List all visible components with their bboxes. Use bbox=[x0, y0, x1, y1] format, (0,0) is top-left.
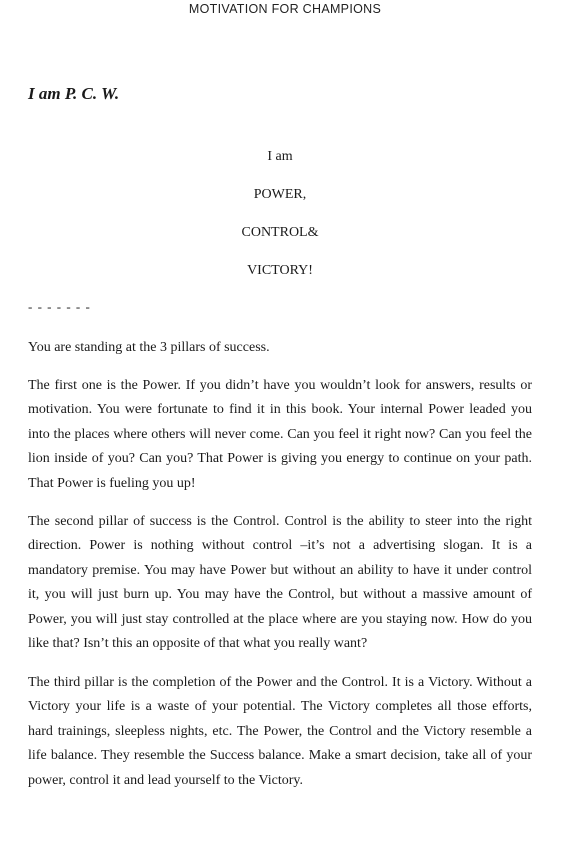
centered-line-victory: VICTORY! bbox=[247, 263, 313, 278]
paragraph-power: The first one is the Power. If you didn’t have you wouldn’t look for answers, results or motivation. You were fortunate to find it in this book. Your internal Power leaded you into the places where others will never come. Can you feel it right now? Can you feel the lion inside of you? Can you? That Power is giving you energy to continue on your path. That Power is fueling you up! bbox=[28, 378, 532, 491]
centered-line-i-am: I am bbox=[267, 149, 293, 164]
section-separator: - - - - - - - bbox=[28, 299, 91, 314]
paragraph-control: The second pillar of success is the Control. Control is the ability to steer into the right direction. Power is nothing without control –it’s not a advertising slogan. It is a mandatory premise. You may have Power but without an ability to have it under control it, you will just burn up. You may have the Control, but without a massive amount of Power, you will just stay controlled at the place where are you staying now. How do you like that? Isn’t this an opposite of that what you really want? bbox=[28, 514, 532, 652]
running-header: MOTIVATION FOR CHAMPIONS bbox=[188, 2, 382, 16]
paragraph-victory: The third pillar is the completion of the Power and the Control. It is a Victory. Without a Victory your life is a waste of your potential. The Victory completes all those efforts, hard trainings, sleepless nights, etc. The Power, the Control and the Victory resemble a life balance. They resemble the Success balance. Make a smart decision, take all of your power, control it and lead yourself to the Victory. bbox=[28, 675, 532, 788]
centered-line-power: POWER, bbox=[253, 187, 307, 202]
chapter-title: I am P. C. W. bbox=[28, 84, 120, 103]
centered-line-control: CONTROL& bbox=[241, 225, 319, 240]
paragraph-intro: You are standing at the 3 pillars of success. bbox=[28, 340, 270, 355]
